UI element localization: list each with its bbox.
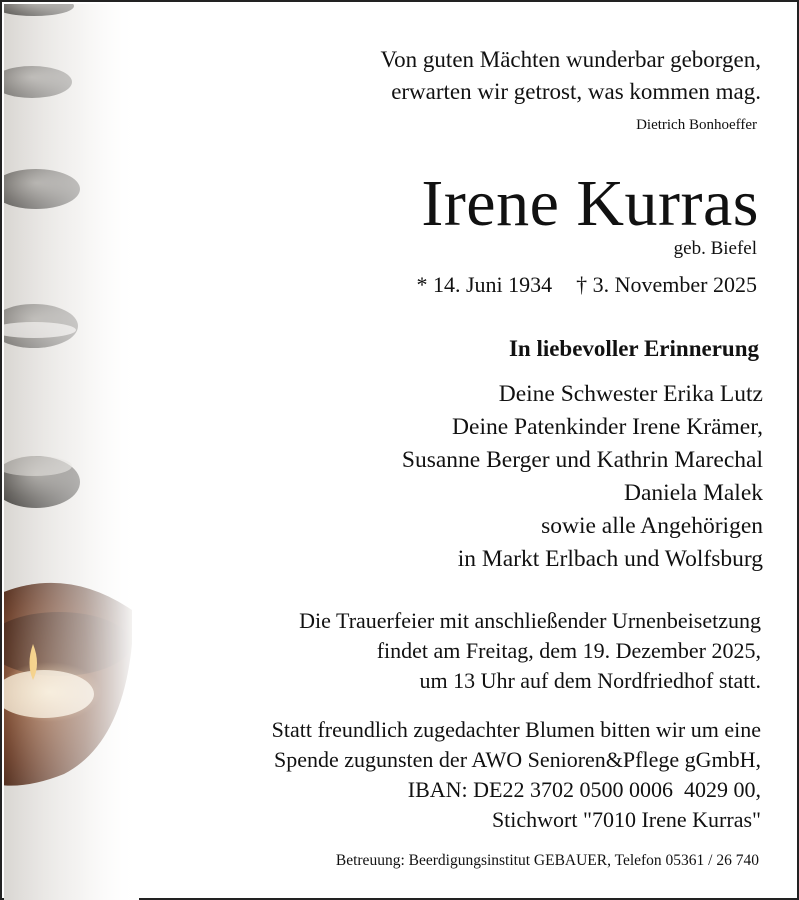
death-date: † 3. November 2025 bbox=[576, 272, 757, 297]
bonhoeffer-quote bbox=[201, 44, 761, 108]
funeral-line: um 13 Uhr auf dem Nordfriedhof statt. bbox=[419, 668, 761, 693]
mourner-line: Susanne Berger und Kathrin Marechal bbox=[401, 447, 763, 473]
donation-line: Spende zugunsten der AWO Senioren&Pflege gGmbH, bbox=[273, 747, 761, 772]
birth-date: * 14. Juni 1934 bbox=[416, 272, 553, 297]
funeral-line: Die Trauerfeier mit anschließender Urnenbeisetzung bbox=[299, 608, 761, 633]
candle-stones-image bbox=[4, 4, 139, 900]
quote-line-1: Von guten Mächten wunderbar geborgen, bbox=[380, 47, 761, 72]
mourners-list bbox=[143, 378, 763, 576]
mourner-line: sowie alle Angehörigen bbox=[541, 513, 763, 539]
donation-info bbox=[121, 715, 761, 835]
mourner-line: in Markt Erlbach und Wolfsburg bbox=[457, 546, 763, 572]
mourner-line: Deine Schwester Erika Lutz bbox=[498, 381, 763, 407]
donation-iban: IBAN: DE22 3702 0500 0006 4029 00, bbox=[407, 777, 761, 802]
quote-author: Dietrich Bonhoeffer bbox=[636, 117, 757, 133]
funeral-home-footer: Betreuung: Beerdigungsinstitut GEBAUER, Telefon 05361 / 26 740 bbox=[335, 852, 759, 869]
funeral-line: findet am Freitag, dem 19. Dezember 2025, bbox=[376, 638, 761, 663]
mourner-line: Daniela Malek bbox=[624, 480, 763, 506]
quote-line-2: erwarten wir getrost, was kommen mag. bbox=[391, 79, 761, 104]
funeral-info bbox=[141, 606, 761, 696]
donation-line: Stichwort "7010 Irene Kurras" bbox=[491, 807, 761, 832]
maiden-name: geb. Biefel bbox=[673, 238, 757, 259]
decorative-photo bbox=[4, 4, 139, 900]
remembrance-heading: In liebevoller Erinnerung bbox=[508, 336, 759, 361]
donation-line: Statt freundlich zugedachter Blumen bitten wir um eine bbox=[271, 717, 761, 742]
life-dates bbox=[416, 272, 757, 298]
deceased-name: Irene Kurras bbox=[421, 167, 759, 240]
mourner-line: Deine Patenkinder Irene Krämer, bbox=[452, 414, 763, 440]
